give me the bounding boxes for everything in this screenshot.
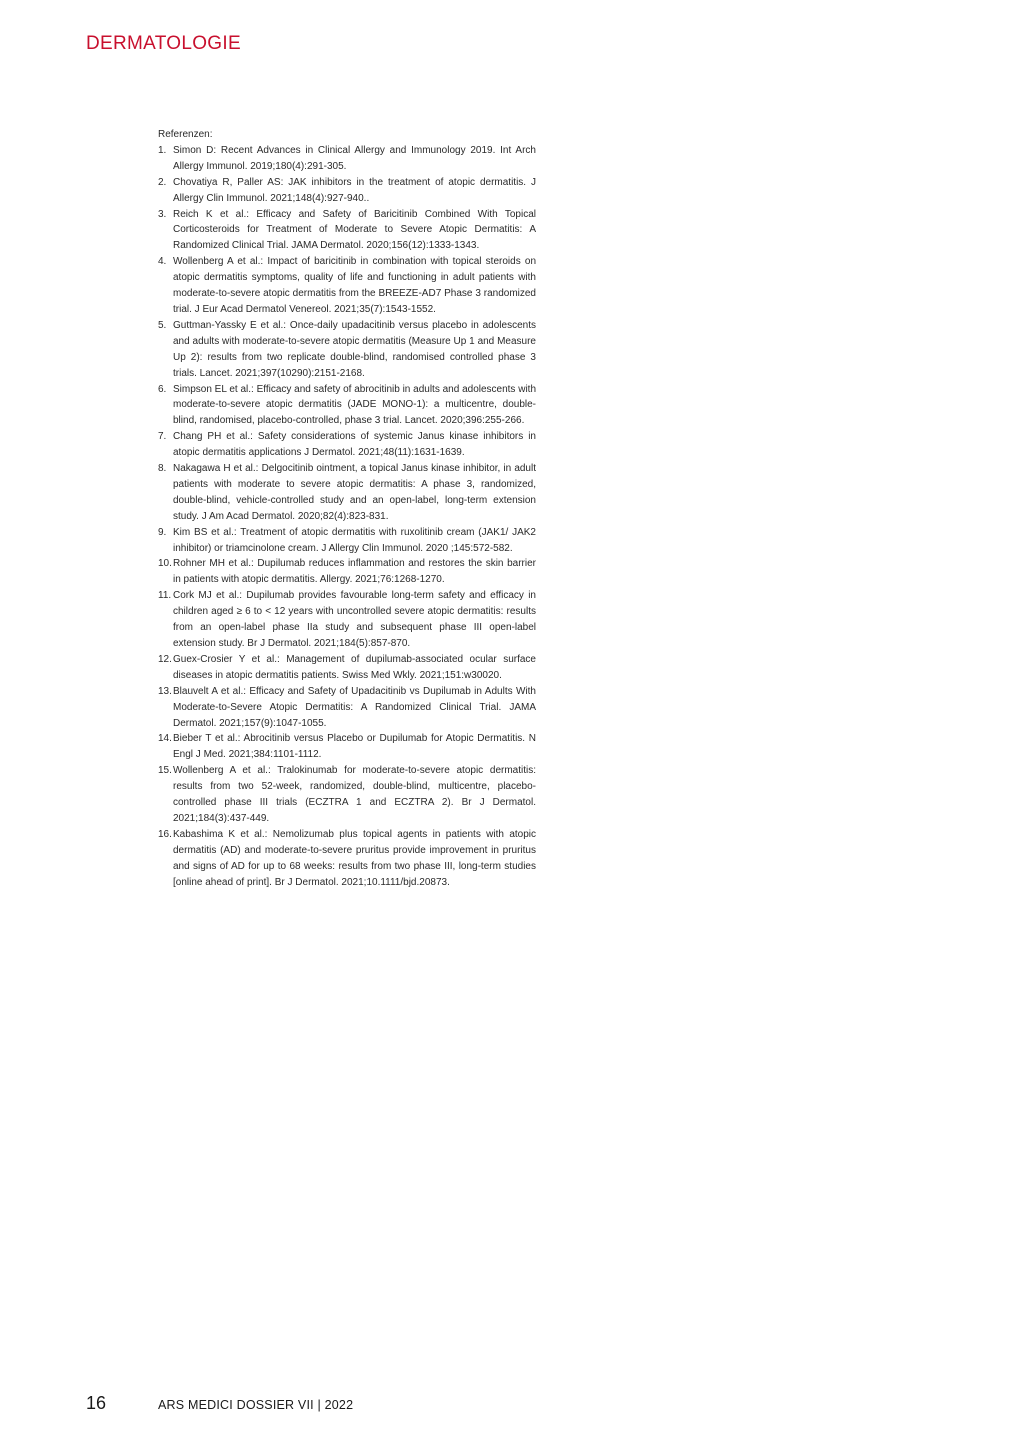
references-heading: Referenzen:: [158, 129, 213, 140]
reference-text: Wollenberg A et al.: Tralokinumab for moderate-to-severe atopic dermatitis: results from two 52-week, randomized, double-blind, multicentre, placebo-controlled phase III trials (ECZTRA 1 and ECZTRA 2). Br J Dermatol. 2021;184(3):437-449.: [173, 765, 536, 824]
reference-number: 11.: [158, 590, 172, 602]
reference-text: Simon D: Recent Advances in Clinical Allergy and Immunology 2019. Int Arch Allergy Immunol. 2019;180(4):291-305.: [173, 144, 536, 172]
reference-text: Kabashima K et al.: Nemolizumab plus topical agents in patients with atopic dermatitis (AD) and moderate-to-severe pruritus provide improvement in pruritus and signs of AD for up to 68 weeks: results from two phase III, long-term studies [online ahead of print]. Br J Dermatol. 2021;10.1111/bjd.20873.: [173, 828, 536, 888]
reference-item: [158, 318, 536, 382]
page-number: 16: [86, 1393, 107, 1413]
section-title: DERMATOLOGIE: [86, 33, 241, 54]
reference-number: 4.: [158, 256, 167, 268]
reference-number: 14.: [158, 733, 172, 745]
reference-item: [158, 652, 536, 684]
reference-item: [158, 461, 536, 525]
reference-text: Cork MJ et al.: Dupilumab provides favourable long-term safety and efficacy in children aged ≥ 6 to < 12 years with uncontrolled severe atopic dermatitis: results from an open-label phase IIa study and subsequent phase III open-label extension study. Br J Dermatol. 2021;184(5):857-870.: [173, 590, 536, 649]
reference-text: Blauvelt A et al.: Efficacy and Safety of Upadacitinib vs Dupilumab in Adults With Moderate-to-Severe Atopic Dermatitis: A Randomized Clinical Trial. JAMA Dermatol. 2021;157(9):1047-1055.: [173, 685, 536, 729]
references-block: [158, 127, 536, 891]
reference-number: 16.: [158, 828, 172, 840]
reference-text: Chang PH et al.: Safety considerations of systemic Janus kinase inhibitors in atopic dermatitis applications J Dermatol. 2021;48(11):1631-1639.: [173, 431, 536, 459]
reference-number: 12.: [158, 653, 172, 665]
reference-number: 15.: [158, 765, 172, 777]
reference-item: [158, 731, 536, 763]
reference-item: [158, 525, 536, 557]
reference-number: 9.: [158, 526, 167, 538]
reference-text: Simpson EL et al.: Efficacy and safety of abrocitinib in adults and adolescents with moderate-to-severe atopic dermatitis (JADE MONO-1): a multicentre, double-blind, randomised, placebo-controlled, phase 3 trial. Lancet. 2020;396:255-266.: [173, 383, 536, 427]
reference-text: Guttman-Yassky E et al.: Once-daily upadacitinib versus placebo in adolescents and adults with moderate-to-severe atopic dermatitis (Measure Up 1 and Measure Up 2): results from two replicate double-blind, randomised controlled phase 3 trials. Lancet. 2021;397(10290):2151-2168.: [173, 319, 536, 379]
references-list: [158, 143, 536, 891]
reference-item: [158, 588, 536, 652]
reference-text: Bieber T et al.: Abrocitinib versus Placebo or Dupilumab for Atopic Dermatitis. N Engl J Med. 2021;384:1101-1112.: [173, 733, 536, 761]
reference-text: Reich K et al.: Efficacy and Safety of Baricitinib Combined With Topical Corticosteroids for Treatment of Moderate to Severe Atopic Dermatitis: A Randomized Clinical Trial. JAMA Dermatol. 2020;156(12):1333-1343.: [173, 208, 536, 252]
reference-text: Wollenberg A et al.: Impact of baricitinib in combination with topical steroids on atopic dermatitis symptoms, quality of life and functioning in adult patients with moderate-to-severe atopic dermatitis from the BREEZE-AD7 Phase 3 randomized trial. J Eur Acad Dermatol Venereol. 2021;35(7):1543-1552.: [173, 256, 536, 315]
reference-item: [158, 254, 536, 318]
reference-item: [158, 207, 536, 255]
reference-number: 13.: [158, 685, 172, 697]
reference-item: [158, 827, 536, 891]
reference-item: [158, 763, 536, 827]
reference-item: [158, 429, 536, 461]
reference-number: 7.: [158, 431, 167, 443]
journal-footer: ARS MEDICI DOSSIER VII | 2022: [158, 1398, 354, 1412]
reference-number: 1.: [158, 144, 167, 156]
reference-text: Kim BS et al.: Treatment of atopic dermatitis with ruxolitinib cream (JAK1/ JAK2 inhibitor) or triamcinolone cream. J Allergy Clin Immunol. 2020 ;145:572-582.: [173, 526, 536, 554]
reference-text: Rohner MH et al.: Dupilumab reduces inflammation and restores the skin barrier in patients with atopic dermatitis. Allergy. 2021;76:1268-1270.: [173, 558, 536, 586]
reference-item: [158, 556, 536, 588]
reference-number: 6.: [158, 383, 167, 395]
reference-text: Chovatiya R, Paller AS: JAK inhibitors in the treatment of atopic dermatitis. J Allergy Clin Immunol. 2021;148(4):927-940..: [173, 176, 536, 204]
reference-number: 10.: [158, 558, 172, 570]
reference-number: 3.: [158, 208, 167, 220]
reference-number: 8.: [158, 463, 167, 475]
reference-item: [158, 143, 536, 175]
reference-text: Nakagawa H et al.: Delgocitinib ointment, a topical Janus kinase inhibitor, in adult patients with moderate to severe atopic dermatitis: A phase 3, randomized, double-blind, vehicle-controlled study and an open-label, long-term extension study. J Am Acad Dermatol. 2020;82(4):823-831.: [173, 463, 536, 522]
reference-text: Guex-Crosier Y et al.: Management of dupilumab-associated ocular surface diseases in atopic dermatitis patients. Swiss Med Wkly. 2021;151:w30020.: [173, 653, 536, 681]
reference-item: [158, 382, 536, 430]
reference-item: [158, 684, 536, 732]
reference-item: [158, 175, 536, 207]
reference-number: 2.: [158, 176, 167, 188]
reference-number: 5.: [158, 319, 167, 331]
